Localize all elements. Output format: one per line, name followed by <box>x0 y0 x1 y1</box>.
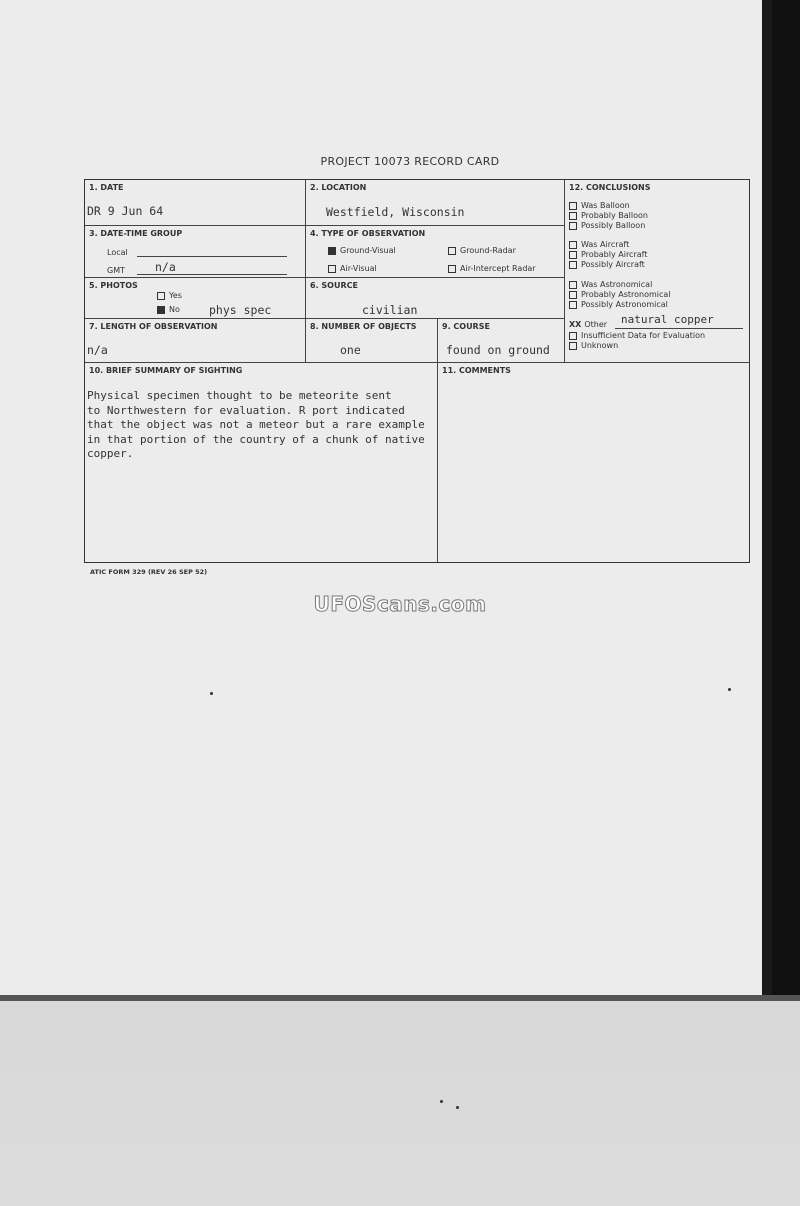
dtg-label: 3. DATE-TIME GROUP <box>89 229 183 238</box>
checkbox-icon <box>569 251 577 259</box>
record-card-form <box>84 179 750 563</box>
photos-cell <box>85 278 306 319</box>
checkbox-icon <box>569 212 577 220</box>
location-label: 2. LOCATION <box>310 183 367 192</box>
source-cell <box>306 278 565 319</box>
observation-type-label: 4. TYPE OF OBSERVATION <box>310 229 426 238</box>
length-label: 7. LENGTH OF OBSERVATION <box>89 322 218 331</box>
conclusion-item: Unknown <box>569 341 618 351</box>
checkbox-icon <box>157 292 165 300</box>
conclusion-item: Possibly Astronomical <box>569 300 668 310</box>
lower-strip <box>0 995 800 1206</box>
date-cell <box>85 180 306 226</box>
location-value: Westfield, Wisconsin <box>326 205 465 219</box>
scan-edge <box>772 0 800 1000</box>
other-mark: XX <box>569 320 582 329</box>
checkbox-icon <box>569 301 577 309</box>
conclusion-item: Was Astronomical <box>569 280 652 290</box>
photos-label: 5. PHOTOS <box>89 281 138 290</box>
length-value: n/a <box>87 343 108 357</box>
checkbox-icon <box>569 291 577 299</box>
conclusion-item: Was Balloon <box>569 201 630 211</box>
comments-cell <box>438 363 750 562</box>
local-line <box>137 256 287 257</box>
objects-label: 8. NUMBER OF OBJECTS <box>310 322 417 331</box>
source-label: 6. SOURCE <box>310 281 358 290</box>
option-ground-radar: Ground-Radar <box>448 246 516 255</box>
watermark: UFOScans.com <box>313 592 487 616</box>
comments-label: 11. COMMENTS <box>442 366 511 375</box>
other-value: natural copper <box>621 313 714 326</box>
checkbox-icon <box>569 202 577 210</box>
scan-speck <box>440 1100 443 1103</box>
gmt-line <box>137 274 287 275</box>
conclusion-item: Possibly Aircraft <box>569 260 645 270</box>
conclusion-item: Was Aircraft <box>569 240 629 250</box>
checkbox-icon <box>569 342 577 350</box>
summary-line: that the object was not a meteor but a rare example <box>87 418 425 431</box>
course-value: found on ground <box>446 343 550 357</box>
checkbox-checked-icon <box>328 247 336 255</box>
summary-label: 10. BRIEF SUMMARY OF SIGHTING <box>89 366 243 375</box>
photos-note: phys spec <box>209 303 272 317</box>
option-ground-visual: Ground-Visual <box>328 246 396 255</box>
checkbox-icon <box>328 265 336 273</box>
conclusions-label: 12. CONCLUSIONS <box>569 183 651 192</box>
photos-yes: Yes <box>157 291 182 300</box>
checkbox-icon <box>569 241 577 249</box>
gmt-label: GMT <box>107 266 125 275</box>
course-cell <box>438 319 565 363</box>
card-title: PROJECT 10073 RECORD CARD <box>320 155 500 168</box>
summary-line: to Northwestern for evaluation. R port indicated <box>87 403 405 417</box>
objects-cell <box>306 319 438 363</box>
checkbox-checked-icon <box>157 306 165 314</box>
conclusions-cell <box>565 180 750 363</box>
conclusion-item: Probably Aircraft <box>569 250 647 260</box>
conclusion-other: XX Other <box>569 320 608 329</box>
form-id: ATIC FORM 329 (REV 26 SEP 52) <box>90 568 208 576</box>
photos-no: No <box>157 305 180 314</box>
conclusion-item: Insufficient Data for Evaluation <box>569 331 705 341</box>
scan-speck <box>728 688 731 691</box>
summary-line: Physical specimen thought to be meteorite sent <box>87 389 392 402</box>
conclusion-item: Possibly Balloon <box>569 221 645 231</box>
checkbox-icon <box>448 247 456 255</box>
checkbox-icon <box>569 222 577 230</box>
location-cell <box>306 180 565 226</box>
date-label: 1. DATE <box>89 183 124 192</box>
observation-type-cell <box>306 226 565 278</box>
date-value: DR 9 Jun 64 <box>87 204 164 218</box>
summary-text <box>87 389 447 462</box>
scan-speck <box>456 1106 459 1109</box>
gmt-value: n/a <box>155 260 176 274</box>
objects-value: one <box>340 343 361 357</box>
summary-line: copper. <box>87 447 134 460</box>
option-air-visual: Air-Visual <box>328 264 377 273</box>
conclusion-item: Probably Balloon <box>569 211 648 221</box>
local-label: Local <box>107 248 128 257</box>
source-value: civilian <box>362 303 418 317</box>
other-line <box>615 328 743 329</box>
dtg-cell <box>85 226 306 278</box>
length-cell <box>85 319 306 363</box>
summary-line: in that portion of the country of a chunk of native <box>87 432 425 446</box>
checkbox-icon <box>569 261 577 269</box>
course-label: 9. COURSE <box>442 322 490 331</box>
checkbox-icon <box>448 265 456 273</box>
option-air-intercept-radar: Air-Intercept Radar <box>448 264 536 273</box>
checkbox-icon <box>569 332 577 340</box>
conclusion-item: Probably Astronomical <box>569 290 671 300</box>
scan-speck <box>210 692 213 695</box>
summary-cell <box>85 363 438 562</box>
checkbox-icon <box>569 281 577 289</box>
